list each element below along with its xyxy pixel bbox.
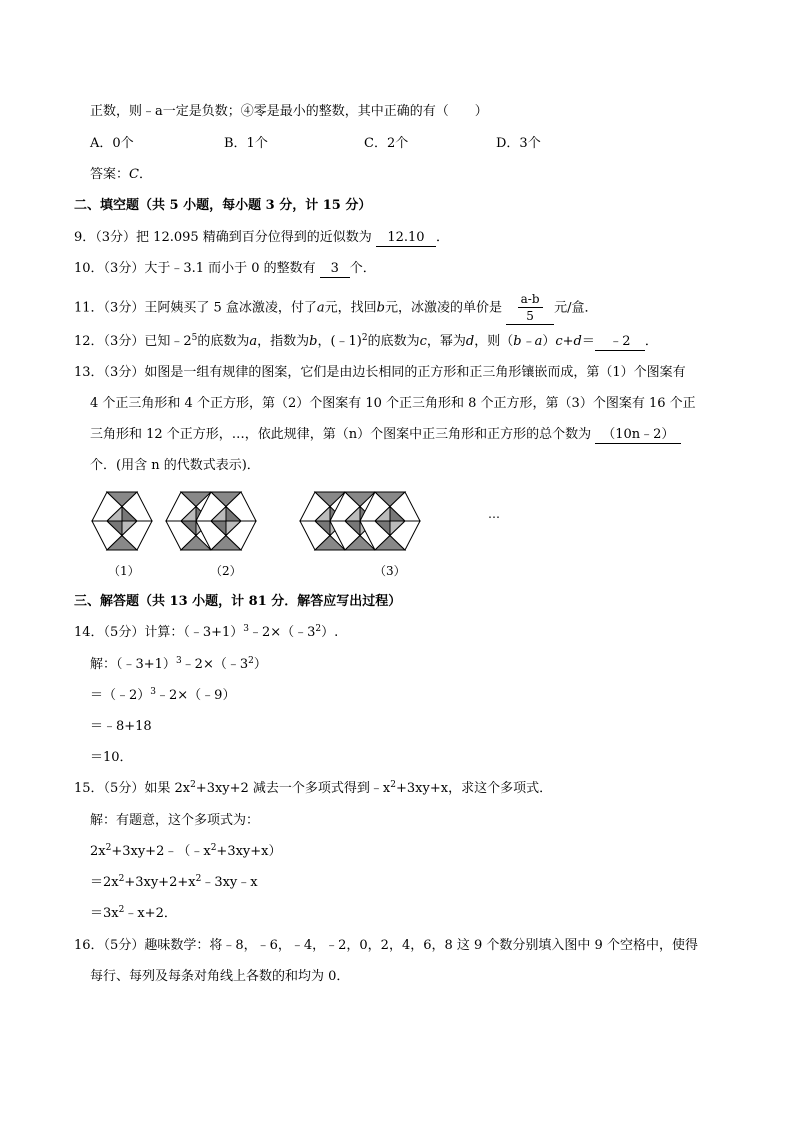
answer-blank: ﹣2 bbox=[595, 334, 645, 351]
q8-option-d: D．3个 bbox=[496, 136, 541, 151]
question-14: 14．（5分）计算：$(﹣3+1)^3﹣2\times(﹣3^2)$. bbox=[74, 624, 339, 640]
q8-option-a: A．0个 bbox=[90, 136, 134, 151]
question-13-line-1: 13．（3分）如图是一组有规律的图案，它们是由边长相同的正方形和正三角形镶嵌而成，第（1）个图案有 bbox=[74, 365, 686, 380]
q8-option-c: C．2个 bbox=[364, 136, 409, 151]
answer-blank: （10n﹣2） bbox=[595, 427, 681, 444]
answer-blank: 12.10 bbox=[376, 230, 436, 247]
question-16-line-2: 每行、每列及每条对角线上各数的和均为 0． bbox=[90, 969, 350, 984]
answer-blank bbox=[506, 292, 554, 325]
q15-solution-intro: 解：有题意，这个多项式为： bbox=[90, 813, 260, 828]
question-12: 12．（3分）已知$﹣2^5$的底数为a，指数为b，(﹣1)$^2$的底数为c，幂为d，则（b﹣a）c+d＝ ﹣2 ． bbox=[74, 333, 658, 349]
q14-solution-3: ＝﹣8+18 bbox=[90, 719, 152, 734]
section-title-solutions: 三、解答题（共 13 小题，计 81 分．解答应写出过程） bbox=[74, 594, 402, 609]
q15-solution-3: $=3x^2﹣x+2$． bbox=[90, 905, 177, 921]
figure-ellipsis: … bbox=[488, 507, 500, 521]
q8-answer: 答案：C． bbox=[90, 167, 152, 182]
question-10: 10．（3分）大于﹣3.1 而小于 0 的整数有 3 个． bbox=[74, 261, 376, 276]
answer-blank: 3 bbox=[320, 261, 350, 278]
q14-solution-1: 解：$(﹣3+1)^3﹣2\times(﹣3^2)$ bbox=[90, 656, 267, 672]
q14-solution-4: ＝10． bbox=[90, 750, 133, 765]
question-13-line-3: 三角形和 12 个正方形，…，依此规律，第（n）个图案中正三角形和正方形的总个数为 （10n﹣2） bbox=[90, 426, 681, 444]
question-11: 11．（3分）王阿姨买了 5 盒冰激凌，付了a元，找回b元，冰激凌的单价是 $\frac{a-b}{5}$ 元/盒． bbox=[74, 292, 598, 323]
section-title-fill-in: 二、填空题（共 5 小题，每小题 3 分，计 15 分） bbox=[74, 198, 372, 213]
fraction: $\frac{a-b}{5}$ bbox=[518, 292, 543, 324]
question-9: 9．（3分）把 12.095 精确到百分位得到的近似数为 12.10 ． bbox=[74, 230, 449, 245]
q15-solution-1: $2x^2+3xy+2﹣(﹣x^2+3xy+x)$ bbox=[90, 843, 282, 859]
q8-stem-tail: 正数，则﹣a一定是负数；④零是最小的整数，其中正确的有（ ） bbox=[90, 104, 488, 119]
tessellation-figure bbox=[86, 488, 546, 588]
question-13-line-4: 个．(用含 n 的代数式表示)． bbox=[90, 458, 260, 473]
question-16-line-1: 16．（5分）趣味数学：将﹣8，﹣6，﹣4，﹣2，0，2，4，6，8 这 9 个数分别填入图中 9 个空格中，使得 bbox=[74, 938, 698, 953]
question-15: 15．（5分）如果 $2x^2+3xy+2$ 减去一个多项式得到$﹣x^2+3xy+x$，求这个多项式． bbox=[74, 780, 553, 796]
q8-option-b: B．1个 bbox=[224, 136, 268, 151]
q15-solution-2: $=2x^2+3xy+2+x^2﹣3xy﹣x$ bbox=[90, 874, 258, 890]
q14-solution-2: ＝（﹣2）$^3$﹣2×（﹣9） bbox=[90, 687, 236, 703]
figure-label-1: （1） bbox=[108, 564, 140, 578]
question-13-line-2: 4 个正三角形和 4 个正方形，第（2）个图案有 10 个正三角形和 8 个正方形，第（3）个图案有 16 个正 bbox=[90, 396, 696, 411]
figure-label-3: （3） bbox=[374, 564, 406, 578]
figure-label-2: （2） bbox=[210, 564, 242, 578]
